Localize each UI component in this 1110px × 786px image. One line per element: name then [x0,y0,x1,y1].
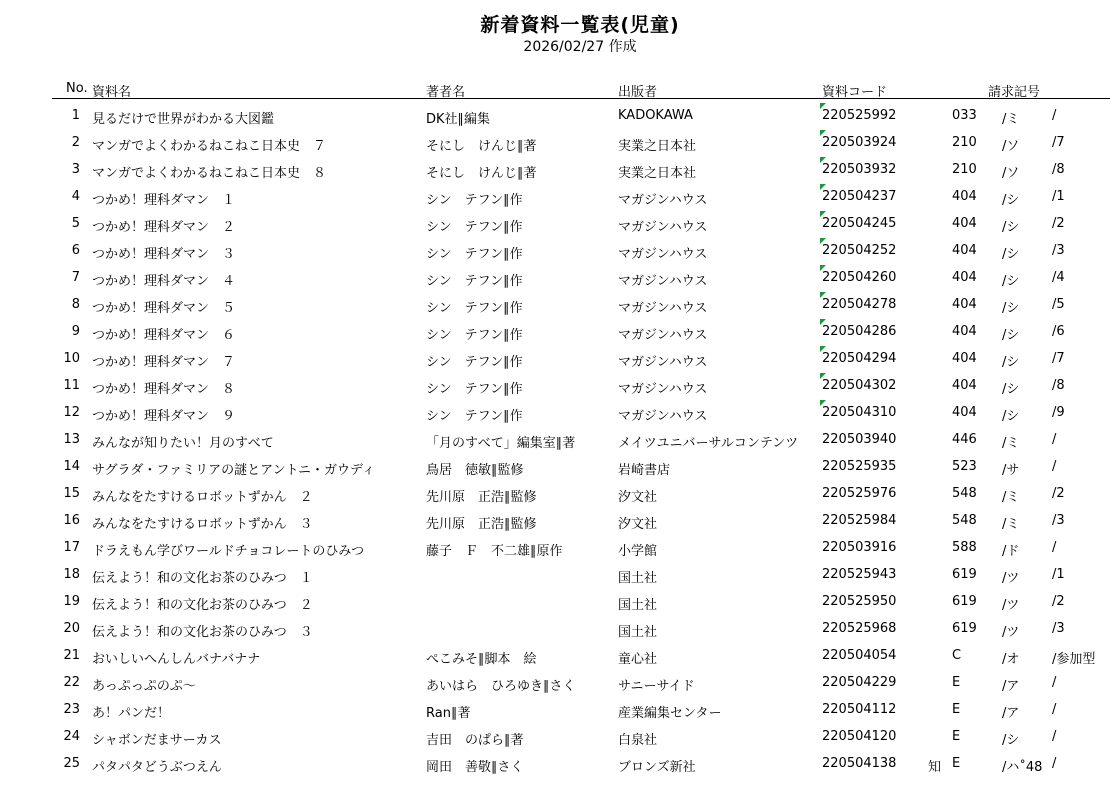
cell-no: 21 [63,648,80,663]
cell-volume: /7 [1052,351,1065,366]
cell-class: E [952,729,961,744]
cell-title: 伝えよう！和の文化お茶のひみつ ２ [92,598,313,613]
cell-volume: /5 [1052,297,1065,312]
cell-title: サグラダ・ファミリアの謎とアントニ・ガウディ [92,463,376,478]
cell-publisher: マガジンハウス [618,355,708,370]
cell-publisher: 汐文社 [618,490,658,505]
cell-code: 220504286 [822,324,897,339]
cell-class: 404 [952,378,977,393]
cell-no: 4 [71,189,80,204]
cell-no: 18 [63,567,80,582]
cell-no: 6 [71,243,80,258]
cell-volume: /8 [1052,378,1065,393]
cell-publisher: 童心社 [618,652,658,667]
cell-code: 220503916 [822,540,897,555]
cell-volume: /3 [1052,513,1065,528]
cell-code: 220504229 [822,675,897,690]
cell-no: 9 [71,324,80,339]
cell-author-mark: /シ [1002,733,1020,748]
table-row [0,103,1110,130]
cell-author: シン テフン∥作 [426,382,523,397]
cell-code: 220504260 [822,270,897,285]
table-row [0,400,1110,427]
cell-author-mark: /シ [1002,301,1020,316]
cell-title: 見るだけで世界がわかる大図鑑 [92,112,275,127]
header-author: 著者名 [426,85,466,100]
table-row [0,508,1110,535]
cell-class: 404 [952,405,977,420]
cell-author: シン テフン∥作 [426,328,523,343]
cell-class: E [952,702,961,717]
cell-code: 220504237 [822,189,897,204]
table-row [0,319,1110,346]
cell-no: 10 [63,351,80,366]
cell-publisher: 産業編集センター [618,706,722,721]
cell-title: つかめ！理科ダマン ５ [92,301,236,316]
cell-class: 619 [952,621,977,636]
cell-publisher: 小学館 [618,544,658,559]
cell-title: おいしいへんしんバナバナナ [92,652,261,667]
cell-author-mark: /ソ [1002,166,1020,181]
cell-class: 548 [952,486,977,501]
table-row [0,643,1110,670]
cell-code: 220504112 [822,702,897,717]
cell-author-mark: /オ [1002,652,1020,667]
cell-volume: /9 [1052,405,1065,420]
cell-title: みんなをたすけるロボットずかん ２ [92,490,313,505]
cell-no: 17 [63,540,80,555]
cell-author-mark: /シ [1002,193,1020,208]
cell-author-mark: /ミ [1002,490,1020,505]
cell-class: C [952,648,962,663]
cell-no: 22 [63,675,80,690]
cell-author: 吉田 のぱら∥著 [426,733,524,748]
cell-volume: /8 [1052,162,1065,177]
cell-class: 446 [952,432,977,447]
table-row [0,481,1110,508]
table-row [0,616,1110,643]
cell-publisher: 実業之日本社 [618,166,697,181]
cell-title: パタパタどうぶつえん [92,760,222,775]
cell-publisher: メイツユニバーサルコンテンツ [618,436,799,451]
cell-title: あっぷっぷのぷ～ [92,679,196,694]
cell-author-mark: /ア [1002,706,1020,721]
header-publisher: 出版者 [618,85,658,100]
cell-publisher: マガジンハウス [618,247,708,262]
cell-author-mark: /ド [1002,544,1020,559]
cell-class: 404 [952,351,977,366]
cell-code: 220525943 [822,567,897,582]
table-row [0,751,1110,778]
cell-author: DK社∥編集 [426,112,491,127]
cell-title: つかめ！理科ダマン ６ [92,328,236,343]
cell-title: ドラえもん学びワールドチョコレートのひみつ [92,544,365,559]
cell-code: 220525976 [822,486,897,501]
cell-class: E [952,675,961,690]
cell-volume: /3 [1052,621,1065,636]
cell-class: 404 [952,216,977,231]
cell-title: つかめ！理科ダマン ３ [92,247,236,262]
cell-volume: / [1052,108,1057,123]
table-body [0,103,1110,778]
cell-author: 藤子 Ｆ 不二雄∥原作 [426,544,563,559]
header-call-number: 請求記号 [988,85,1041,100]
cell-publisher: 岩崎書店 [618,463,671,478]
cell-code: 220525935 [822,459,897,474]
cell-code: 220503932 [822,162,897,177]
cell-no: 25 [63,756,80,771]
cell-no: 19 [63,594,80,609]
cell-publisher: マガジンハウス [618,193,708,208]
cell-author: シン テフン∥作 [426,193,523,208]
cell-title: つかめ！理科ダマン ４ [92,274,236,289]
header-code: 資料コード [822,85,888,100]
cell-code: 220503940 [822,432,897,447]
header-title: 資料名 [92,85,132,100]
table-row [0,589,1110,616]
cell-publisher: 国土社 [618,625,658,640]
page-title: 新着資料一覧表(児童) [480,14,680,36]
cell-volume: /1 [1052,567,1065,582]
cell-publisher: 国土社 [618,571,658,586]
cell-volume: /2 [1052,594,1065,609]
cell-title: つかめ！理科ダマン ８ [92,382,236,397]
cell-title: 伝えよう！和の文化お茶のひみつ １ [92,571,313,586]
cell-author-mark: /ソ [1002,139,1020,154]
cell-code: 220504302 [822,378,897,393]
cell-publisher: サニーサイド [618,679,695,694]
table-row [0,211,1110,238]
cell-author-mark: /シ [1002,355,1020,370]
cell-author-mark: /ミ [1002,517,1020,532]
cell-author: シン テフン∥作 [426,220,523,235]
created-date: 2026/02/27 作成 [523,39,637,55]
table-row [0,427,1110,454]
table-row [0,265,1110,292]
cell-no: 15 [63,486,80,501]
cell-class: 548 [952,513,977,528]
cell-author: ぺこみそ∥脚本 絵 [426,652,537,667]
cell-author: 先川原 正浩∥監修 [426,517,537,532]
cell-publisher: 実業之日本社 [618,139,697,154]
cell-code: 220504310 [822,405,897,420]
cell-volume: / [1052,540,1057,555]
cell-publisher: マガジンハウス [618,409,708,424]
cell-code: 220525992 [822,108,897,123]
cell-volume: / [1052,729,1057,744]
cell-no: 24 [63,729,80,744]
table-header [52,80,1110,99]
cell-class: 523 [952,459,977,474]
cell-author: シン テフン∥作 [426,247,523,262]
cell-class: 033 [952,108,977,123]
cell-class: 619 [952,594,977,609]
cell-volume: /2 [1052,486,1065,501]
cell-author-mark: /ミ [1002,112,1020,127]
cell-publisher: 国土社 [618,598,658,613]
cell-class: 404 [952,324,977,339]
cell-author-mark: /サ [1002,463,1020,478]
header-no: No. [66,81,88,96]
cell-publisher: ブロンズ新社 [618,760,696,775]
table-row [0,454,1110,481]
cell-author-mark: /シ [1002,328,1020,343]
cell-title: つかめ！理科ダマン ９ [92,409,236,424]
cell-volume: / [1052,756,1057,771]
cell-author-mark: /シ [1002,274,1020,289]
cell-no: 7 [71,270,80,285]
cell-volume: /2 [1052,216,1065,231]
cell-no: 11 [63,378,80,393]
cell-code: 220525984 [822,513,897,528]
cell-no: 14 [63,459,80,474]
cell-code: 220504294 [822,351,897,366]
cell-author: そにし けんじ∥著 [426,166,537,181]
cell-code: 220504278 [822,297,897,312]
cell-no: 8 [71,297,80,312]
cell-author-mark: /ツ [1002,625,1020,640]
cell-author: あいはら ひろゆき∥さく [426,679,576,694]
cell-no: 2 [71,135,80,150]
cell-prefix: 知 [928,760,942,775]
cell-author: シン テフン∥作 [426,409,523,424]
table-row [0,130,1110,157]
cell-title: マンガでよくわかるねこねこ日本史 ８ [92,166,327,181]
cell-class: 404 [952,243,977,258]
cell-no: 1 [71,108,80,123]
cell-code: 220504120 [822,729,897,744]
cell-author-mark: /シ [1002,409,1020,424]
cell-author: Ran∥著 [426,706,471,721]
cell-volume: /7 [1052,135,1065,150]
cell-title: つかめ！理科ダマン ２ [92,220,236,235]
cell-author-mark: /シ [1002,382,1020,397]
cell-author-mark: /シ [1002,247,1020,262]
cell-publisher: マガジンハウス [618,301,708,316]
cell-title: あ！パンだ！ [92,706,171,721]
cell-author-mark: /ツ [1002,571,1020,586]
cell-publisher: 汐文社 [618,517,658,532]
cell-class: 404 [952,270,977,285]
cell-publisher: KADOKAWA [618,108,693,123]
table-row [0,346,1110,373]
cell-author: 岡田 善敬∥さく [426,760,524,775]
cell-no: 23 [63,702,80,717]
cell-class: 588 [952,540,977,555]
table-row [0,184,1110,211]
cell-author: シン テフン∥作 [426,355,523,370]
cell-no: 13 [63,432,80,447]
cell-code: 220504138 [822,756,897,771]
table-row [0,292,1110,319]
table-row [0,562,1110,589]
cell-class: 210 [952,135,977,150]
cell-author-mark: /シ [1002,220,1020,235]
cell-class: 210 [952,162,977,177]
cell-code: 220504245 [822,216,897,231]
cell-code: 220503924 [822,135,897,150]
cell-no: 5 [71,216,80,231]
cell-title: シャボンだまサーカス [92,733,222,748]
cell-volume: / [1052,702,1057,717]
cell-no: 12 [63,405,80,420]
cell-volume: /3 [1052,243,1065,258]
cell-class: 619 [952,567,977,582]
cell-volume: /4 [1052,270,1065,285]
cell-author-mark: /ツ [1002,598,1020,613]
cell-author: 先川原 正浩∥監修 [426,490,537,505]
table-row [0,373,1110,400]
cell-volume: / [1052,432,1057,447]
cell-title: みんなをたすけるロボットずかん ３ [92,517,313,532]
cell-class: 404 [952,189,977,204]
cell-author: シン テフン∥作 [426,301,523,316]
cell-title: みんなが知りたい！月のすべて [92,436,274,451]
table-row [0,697,1110,724]
cell-title: 伝えよう！和の文化お茶のひみつ ３ [92,625,313,640]
cell-publisher: マガジンハウス [618,382,708,397]
table-row [0,157,1110,184]
cell-publisher: 白泉社 [618,733,658,748]
cell-publisher: マガジンハウス [618,220,708,235]
cell-volume: /1 [1052,189,1065,204]
cell-author-mark: /ミ [1002,436,1020,451]
cell-code: 220525950 [822,594,897,609]
cell-volume: / [1052,675,1057,690]
table-row [0,724,1110,751]
cell-title: つかめ！理科ダマン ７ [92,355,236,370]
cell-volume: /6 [1052,324,1065,339]
cell-code: 220504054 [822,648,897,663]
cell-code: 220525968 [822,621,897,636]
cell-author: 「月のすべて」編集室∥著 [426,436,576,451]
cell-no: 16 [63,513,80,528]
cell-author-mark: /ハ˚48 [1002,760,1043,775]
cell-code: 220504252 [822,243,897,258]
cell-class: E [952,756,961,771]
cell-class: 404 [952,297,977,312]
cell-publisher: マガジンハウス [618,328,708,343]
cell-no: 3 [71,162,80,177]
cell-author: そにし けんじ∥著 [426,139,537,154]
table-row [0,670,1110,697]
cell-publisher: マガジンハウス [618,274,708,289]
cell-no: 20 [63,621,80,636]
cell-author: シン テフン∥作 [426,274,523,289]
cell-volume: /参加型 [1052,652,1096,667]
cell-volume: / [1052,459,1057,474]
cell-title: つかめ！理科ダマン １ [92,193,236,208]
table-row [0,238,1110,265]
cell-author-mark: /ア [1002,679,1020,694]
table-row [0,535,1110,562]
cell-author: 鳥居 徳敏∥監修 [426,463,524,478]
cell-title: マンガでよくわかるねこねこ日本史 ７ [92,139,327,154]
